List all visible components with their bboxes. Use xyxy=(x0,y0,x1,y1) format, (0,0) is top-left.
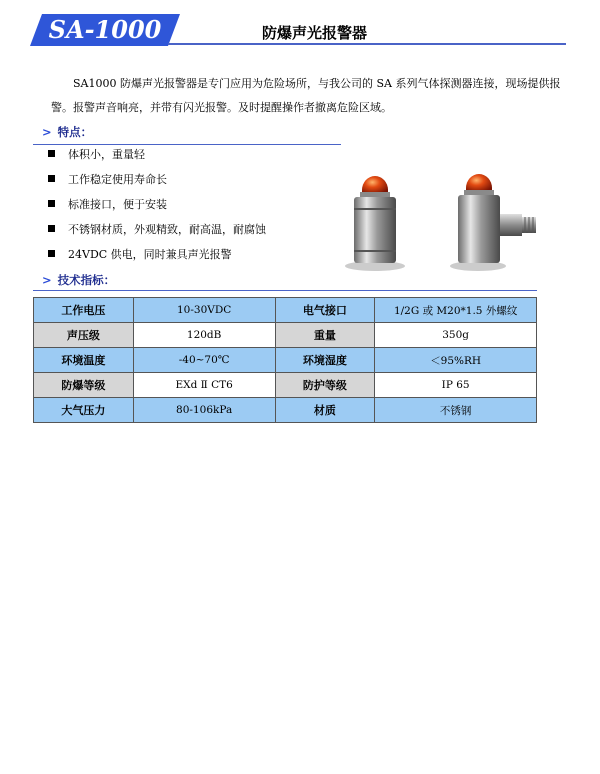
bullet-icon xyxy=(48,175,55,182)
feature-text: 不锈钢材质，外观精致，耐高温，耐腐蚀 xyxy=(68,223,266,236)
spec-label: 防爆等级 xyxy=(34,373,134,398)
features-heading xyxy=(42,124,92,140)
features-rule xyxy=(33,144,341,145)
product-photo-side-port xyxy=(446,168,542,272)
product-photo-straight xyxy=(340,168,410,272)
table-row xyxy=(34,373,537,398)
chevron-right-icon: > xyxy=(42,125,52,139)
spec-label: 电气接口 xyxy=(275,298,375,323)
table-row xyxy=(34,398,537,423)
spec-label: 防护等级 xyxy=(275,373,375,398)
bullet-icon xyxy=(48,150,55,157)
spec-value: IP 65 xyxy=(375,373,537,398)
page-header xyxy=(0,0,600,52)
spec-label: 大气压力 xyxy=(34,398,134,423)
list-item xyxy=(48,221,266,237)
list-item xyxy=(48,146,145,162)
table-row xyxy=(34,323,537,348)
spec-label: 工作电压 xyxy=(34,298,134,323)
specs-heading xyxy=(42,272,115,288)
spec-label: 声压级 xyxy=(34,323,134,348)
model-badge xyxy=(30,14,180,46)
feature-text: 标准接口，便于安装 xyxy=(68,198,167,211)
spec-value: 10-30VDC xyxy=(133,298,275,323)
spec-value: 1/2G 或 M20*1.5 外螺纹 xyxy=(375,298,537,323)
features-heading-text: 特点： xyxy=(57,125,93,139)
spec-value: 80-106kPa xyxy=(133,398,275,423)
list-item xyxy=(48,171,167,187)
table-row xyxy=(34,298,537,323)
spec-value: 350g xyxy=(375,323,537,348)
intro-text: SA1000 防爆声光报警器是专门应用为危险场所，与我公司的 SA 系列气体探测器连接，现场提供报警。报警声音响亮，并带有闪光报警。及时提醒操作者撤离危险区域。 xyxy=(51,77,561,114)
header-rule xyxy=(168,43,566,45)
spec-table xyxy=(33,297,537,423)
spec-value: ＜95%RH xyxy=(375,348,537,373)
bullet-icon xyxy=(48,250,55,257)
spec-label: 重量 xyxy=(275,323,375,348)
page-title: 防爆声光报警器 xyxy=(262,24,368,42)
feature-text: 工作稳定使用寿命长 xyxy=(68,173,167,186)
specs-rule xyxy=(33,290,537,291)
spec-value: 不锈钢 xyxy=(375,398,537,423)
list-item xyxy=(48,246,232,262)
bullet-icon xyxy=(48,200,55,207)
model-name: SA-1000 xyxy=(48,15,162,44)
specs-heading-text: 技术指标： xyxy=(57,273,116,287)
bullet-icon xyxy=(48,225,55,232)
spec-label: 环境湿度 xyxy=(275,348,375,373)
table-row xyxy=(34,348,537,373)
feature-text: 体积小，重量轻 xyxy=(68,148,145,161)
spec-value: EXd Ⅱ CT6 xyxy=(133,373,275,398)
spec-value: -40~70℃ xyxy=(133,348,275,373)
feature-text: 24VDC 供电，同时兼具声光报警 xyxy=(68,248,232,261)
spec-label: 环境温度 xyxy=(34,348,134,373)
list-item xyxy=(48,196,167,212)
spec-value: 120dB xyxy=(133,323,275,348)
chevron-right-icon: > xyxy=(42,273,52,287)
spec-label: 材质 xyxy=(275,398,375,423)
intro-paragraph xyxy=(51,72,561,120)
